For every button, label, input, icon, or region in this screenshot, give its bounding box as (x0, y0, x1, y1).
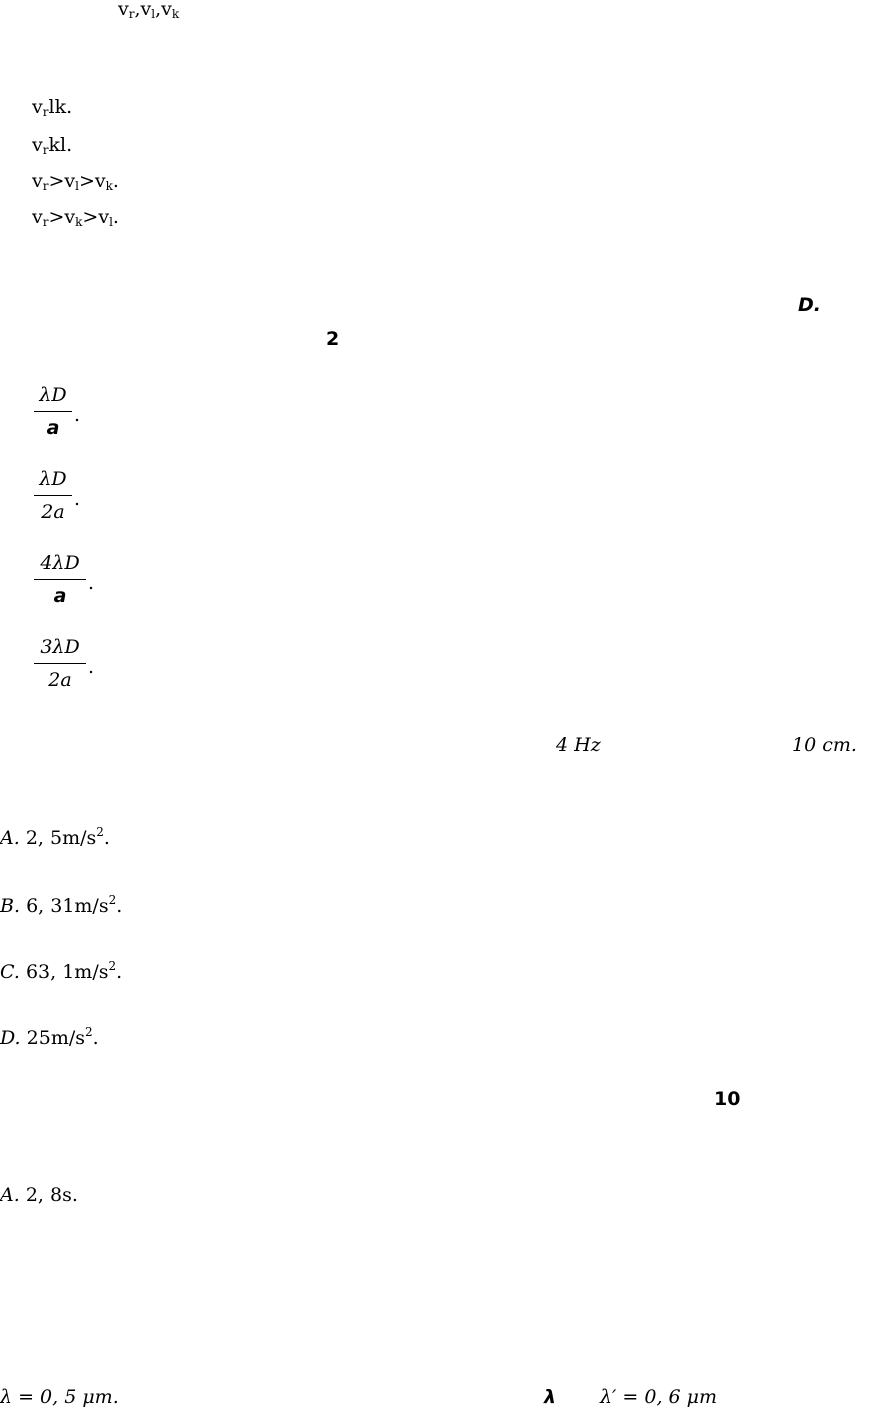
accel-option-a: A. 2, $5m/s^2$. (0, 825, 110, 849)
velocity-option-3: $v_r>v_l>v_k$. (32, 170, 119, 193)
fraction-bar (34, 579, 86, 580)
velocity-header-text: $v_r,v_l,v_k$ (118, 0, 180, 21)
accel-fragment-amplitude: 10 cm. (792, 734, 857, 756)
fraction-bar (34, 411, 72, 412)
period-option-a: A. 2, 8s. (0, 1184, 78, 1206)
fringe-option-1: λD a . (34, 386, 72, 438)
fraction-bar (34, 663, 86, 664)
wavelength-prime: λ′ = 0, 6 μm (600, 1386, 718, 1408)
fringe-option-2: λD 2a . (34, 470, 72, 522)
accel-option-b: B. 6, $31m/s^2$. (0, 893, 123, 917)
velocity-header (118, 0, 179, 20)
wavelength-given: λ = 0, 5 μm. (0, 1386, 119, 1408)
accel-option-c: C. 63, $1m/s^2$. (0, 959, 123, 983)
velocity-option-4: $v_r>v_k>v_l$. (32, 206, 119, 229)
fringe-option-3: 4λD a . (34, 554, 86, 606)
accel-option-d: D. $25m/s^2$. (0, 1025, 99, 1049)
velocity-option-2: $v_rkl$. (32, 134, 73, 157)
fraction-bar (34, 495, 72, 496)
fringe-fragment-D: D. (798, 294, 821, 316)
fringe-fragment-2: 2 (326, 328, 340, 350)
accel-fragment-frequency: 4 Hz (556, 734, 601, 756)
wavelength-bold-lambda: λ (544, 1386, 557, 1408)
velocity-option-1: $v_rlk$. (32, 96, 73, 119)
period-fragment-10: 10 (714, 1088, 741, 1110)
fringe-option-4: 3λD 2a . (34, 638, 86, 690)
